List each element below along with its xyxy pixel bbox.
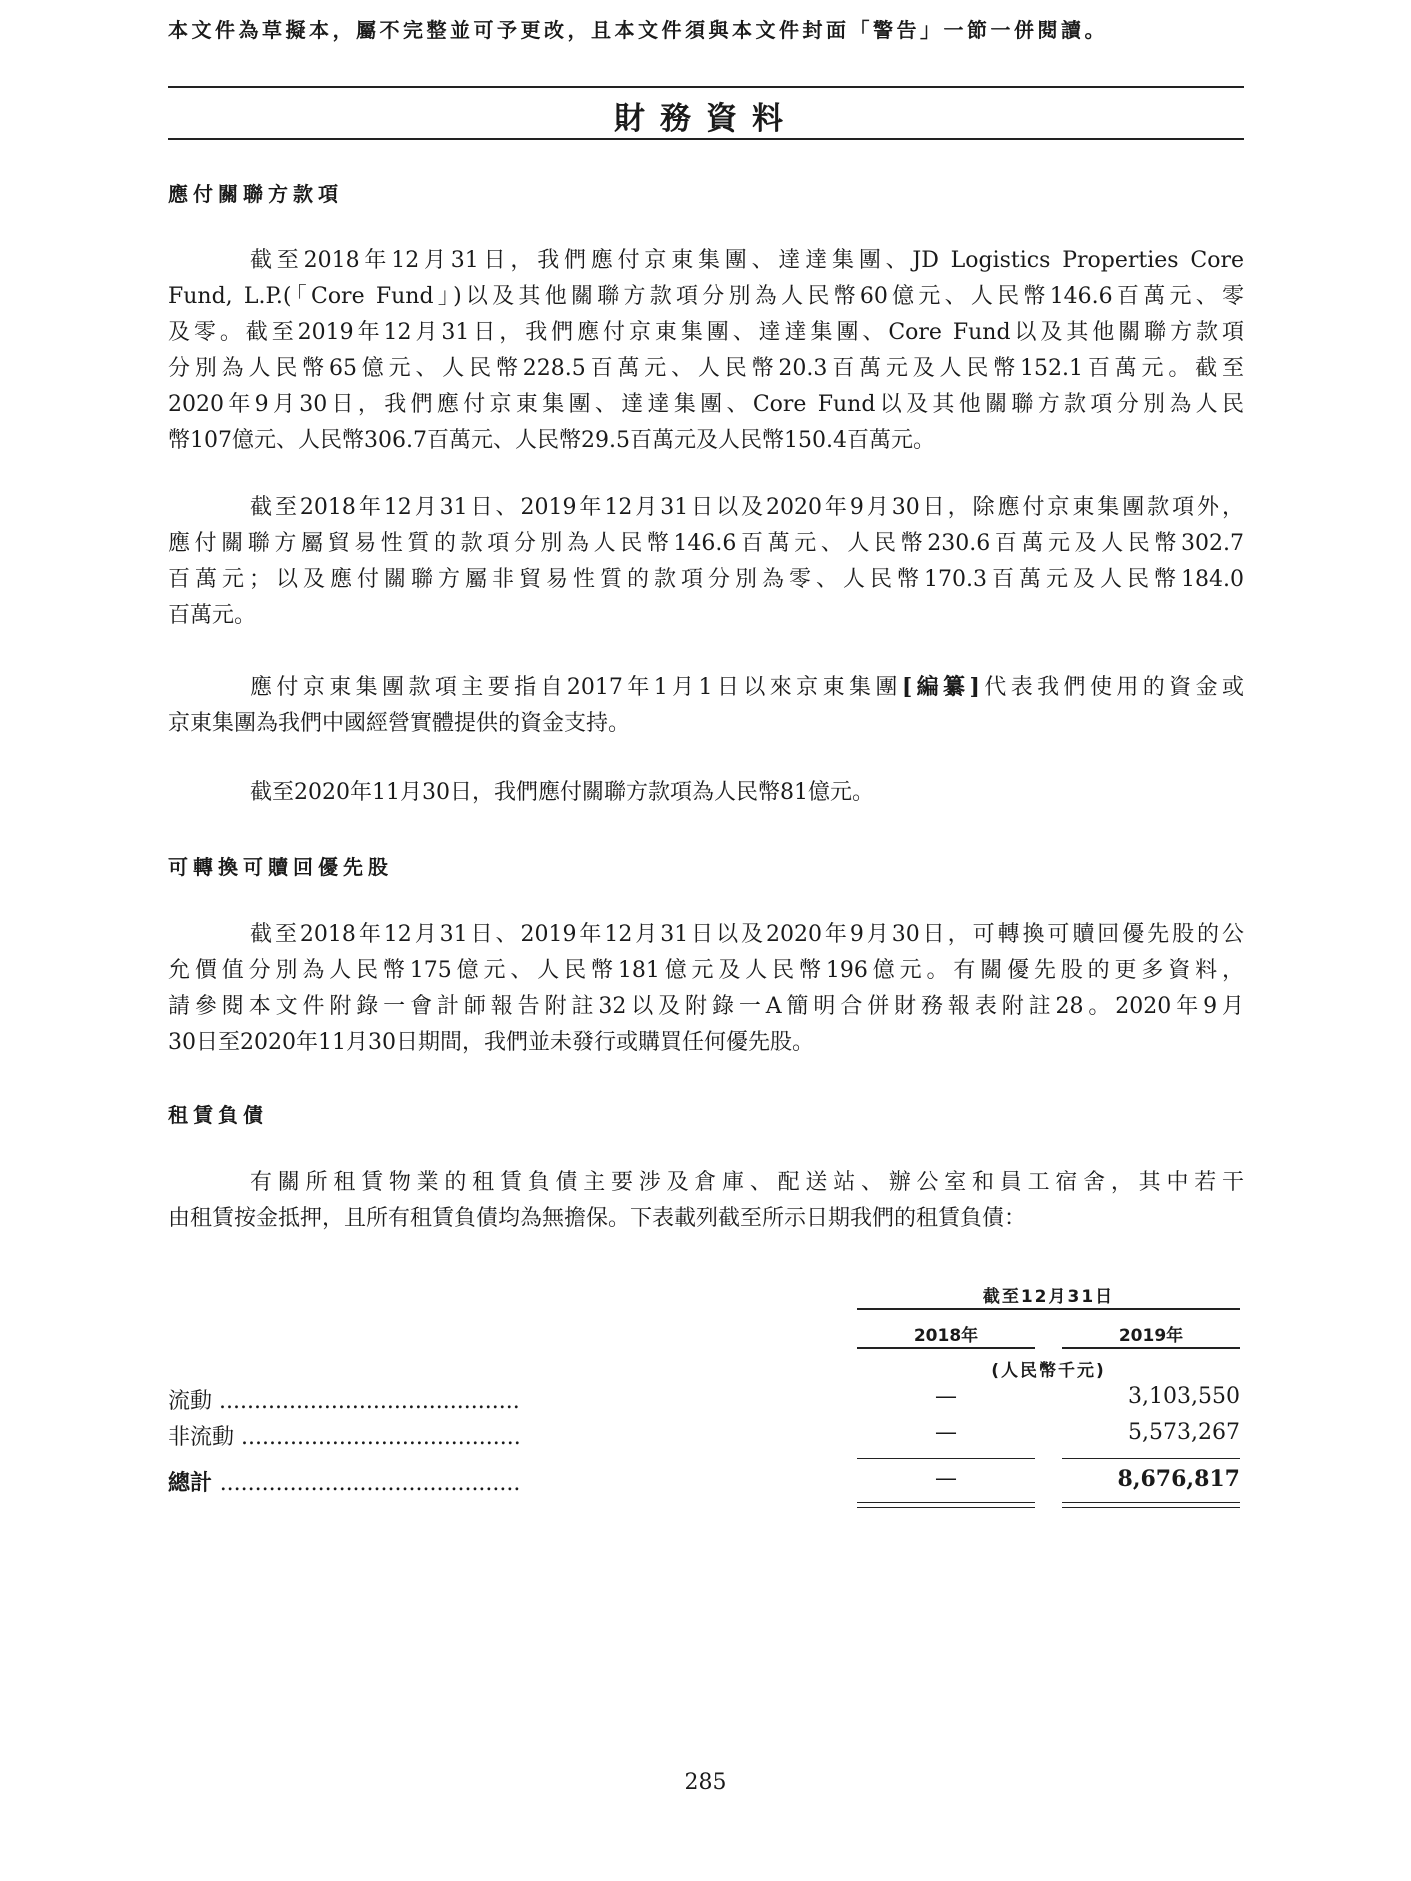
lease-liabilities-table	[168, 1276, 1244, 1516]
row-label-text: 非流動	[168, 1425, 235, 1450]
table-row	[168, 1420, 1244, 1454]
row-label-text: 流動	[168, 1389, 213, 1414]
row-label-text: 總計	[168, 1470, 213, 1496]
cell-2018: —	[935, 1420, 957, 1445]
table-header-rule	[857, 1308, 1240, 1310]
text-line: 截至2018年12月31日、2019年12月31日以及2020年9月30日，可轉換可贖回優先股的公	[250, 922, 1244, 947]
text-line: 截至2018年12月31日、2019年12月31日以及2020年9月30日，除應付京東集團款項外，	[250, 495, 1244, 520]
table-column-rule	[1062, 1347, 1240, 1349]
paragraph-related-party-1	[168, 243, 1244, 459]
text-line: 百萬元；以及應付關聯方屬非貿易性質的款項分別為零、人民幣170.3百萬元及人民幣184.0	[168, 567, 1244, 592]
row-label-non-current	[168, 1420, 828, 1451]
text-line: 截至2018年12月31日，我們應付京東集團、達達集團、JD Logistics Properties Core	[250, 248, 1244, 273]
leader-dots: ........................................	[241, 1425, 521, 1450]
cell-2019: 5,573,267	[1128, 1420, 1240, 1445]
cell-2018: —	[935, 1384, 957, 1409]
row-label-total	[168, 1466, 828, 1497]
text-line: 應付關聯方屬貿易性質的款項分別為人民幣146.6百萬元、人民幣230.6百萬元及人民幣302.7	[168, 531, 1244, 556]
paragraph-preferred-shares	[168, 917, 1244, 1061]
text-line: 由租賃按金抵押，且所有租賃負債均為無擔保。下表載列截至所示日期我們的租賃負債：	[168, 1206, 1027, 1231]
table-row	[168, 1384, 1244, 1418]
leader-dots: ...........................................	[219, 1471, 521, 1496]
text-line: 幣107億元、人民幣306.7百萬元、人民幣29.5百萬元及人民幣150.4百萬元。	[168, 428, 935, 453]
subtotal-rule	[857, 1458, 1035, 1459]
text-line: 分別為人民幣65億元、人民幣228.5百萬元、人民幣20.3百萬元及人民幣152.1百萬元。截至	[168, 356, 1244, 381]
row-label-current	[168, 1384, 828, 1415]
paragraph-related-party-4	[168, 775, 1244, 811]
title-rule-top	[168, 86, 1244, 88]
paragraph-lease	[168, 1165, 1244, 1237]
section-heading-lease: 租賃負債	[168, 1103, 268, 1127]
text-line: 有關所租賃物業的租賃負債主要涉及倉庫、配送站、辦公室和員工宿舍，其中若干	[250, 1170, 1244, 1195]
draft-disclaimer: 本文件為草擬本，屬不完整並可予更改，且本文件須與本文件封面「警告」一節一併閱讀。	[168, 18, 1108, 42]
table-row-total	[168, 1466, 1244, 1500]
page-title: 財務資料	[614, 101, 798, 137]
cell-2019: 8,676,817	[1117, 1466, 1240, 1492]
cell-2019: 3,103,550	[1128, 1384, 1240, 1409]
text-line: 截至2020年11月30日，我們應付關聯方款項為人民幣81億元。	[250, 780, 874, 805]
text-segment: 應付京東集團款項主要指自2017年1月1日以來京東集團	[250, 675, 902, 700]
total-double-rule	[1062, 1502, 1240, 1508]
section-heading-preferred-shares: 可轉換可贖回優先股	[168, 855, 393, 879]
leader-dots: ...........................................	[219, 1389, 520, 1414]
title-rule-bottom	[168, 138, 1244, 140]
text-line: 2020年9月30日，我們應付京東集團、達達集團、Core Fund以及其他關聯方款項分別為人民	[168, 392, 1244, 417]
table-column-header-2019: 2019年	[1118, 1326, 1184, 1346]
table-column-header-2018: 2018年	[913, 1326, 979, 1346]
page-number: 285	[684, 1770, 727, 1795]
redacted-marker: [編纂]	[901, 674, 980, 700]
text-line: Fund, L.P.(「Core Fund」)以及其他關聯方款項分別為人民幣60億元、人民幣146.6百萬元、零	[168, 284, 1244, 309]
paragraph-related-party-3	[168, 669, 1244, 742]
text-line	[168, 669, 1244, 706]
table-unit-label: (人民幣千元)	[991, 1361, 1106, 1381]
table-column-rule	[857, 1347, 1035, 1349]
text-line: 30日至2020年11月30日期間，我們並未發行或購買任何優先股。	[168, 1030, 814, 1055]
text-line: 及零。截至2019年12月31日，我們應付京東集團、達達集團、Core Fund以及其他關聯方款項	[168, 320, 1244, 345]
text-line: 請參閱本文件附錄一會計師報告附註32以及附錄一A簡明合併財務報表附註28。2020年9月	[168, 994, 1244, 1019]
text-line: 京東集團為我們中國經營實體提供的資金支持。	[168, 711, 631, 736]
subtotal-rule	[1062, 1458, 1240, 1459]
text-segment: 代表我們使用的資金或	[979, 675, 1244, 700]
paragraph-related-party-2	[168, 490, 1244, 634]
text-line: 百萬元。	[168, 603, 257, 628]
section-heading-related-party: 應付關聯方款項	[168, 182, 343, 206]
table-group-header: 截至12月31日	[982, 1287, 1115, 1307]
total-double-rule	[857, 1502, 1035, 1508]
text-line: 允價值分別為人民幣175億元、人民幣181億元及人民幣196億元。有關優先股的更多資料，	[168, 958, 1244, 983]
cell-2018: —	[935, 1466, 957, 1491]
